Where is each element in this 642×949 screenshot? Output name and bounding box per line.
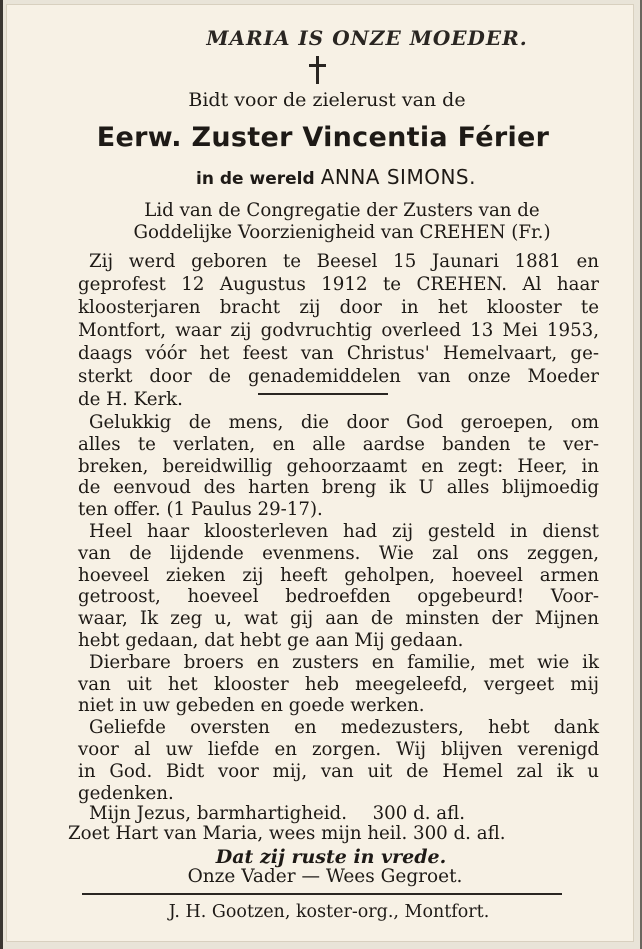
indulgence-text: Zoet Hart van Maria, wees mijn heil. — [68, 823, 408, 844]
verse-line: hoeveel zieken zij heeft geholpen, hoeveel armen — [78, 564, 599, 586]
biography-line: Montfort, waar zij godvruchtig overleed 13 Mei 1953, — [78, 320, 599, 341]
verse-line: voor al uw liefde en zorgen. Wij blijven verenigd — [78, 739, 599, 760]
congregation-line: Goddelijke Voorzienigheid van CREHEN (Fr.) — [133, 222, 551, 243]
section-divider — [258, 393, 388, 395]
cross-icon — [306, 56, 330, 86]
deceased-name: Eerw. Zuster Vincentia Férier — [96, 122, 550, 153]
verse-line: getroost, hoeveel bedroefden opgebeurd! Voor- — [78, 586, 599, 608]
worldly-name: ANNA SIMONS. — [320, 165, 476, 189]
indulgence-line — [68, 823, 506, 845]
indulgence-days: 300 d. afl. — [413, 823, 506, 844]
indulgence-line — [89, 803, 465, 825]
closing-prayers: Onze Vader — Wees Gegroet. — [187, 866, 463, 887]
printer-credit: J. H. Gootzen, koster-org., Montfort. — [168, 902, 490, 922]
footer-divider — [82, 893, 562, 895]
biography-line: geprofest 12 Augustus 1912 te CREHEN. Al haar — [78, 274, 599, 295]
verse-line: breken, bereidwillig gehoorzaamt en zegt: Heer, in — [78, 455, 599, 477]
verse-line: alles te verlaten, en alle aardse banden te ver- — [78, 433, 599, 455]
congregation-line: Lid van de Congregatie der Zusters van de — [144, 200, 540, 221]
verse-line: ten offer. (1 Paulus 29-17). — [78, 499, 323, 521]
verse-line: Heel haar kloosterleven had zij gesteld in dienst — [89, 521, 599, 542]
worldly-name-prefix: in de wereld — [196, 169, 315, 189]
verse-line: Gelukkig de mens, die door God geroepen, om — [89, 412, 599, 433]
prayer-intro: Bidt voor de zielerust van de — [188, 89, 466, 111]
verse-line: waar, Ik zeg u, wat gij aan de minsten der Mijnen — [78, 608, 599, 630]
verse-line: hebt gedaan, dat hebt ge aan Mij gedaan. — [78, 630, 464, 651]
biography-line: kloosterjaren bracht zij door in het klooster te — [78, 297, 599, 318]
biography-line: sterkt door de genademiddelen van onze Moeder — [78, 366, 599, 387]
biography-line: Zij werd geboren te Beesel 15 Jaunari 1881 en — [89, 251, 599, 272]
indulgence-days: 300 d. afl. — [372, 803, 466, 824]
verse-line: de eenvoud des harten breng ik U alles blijmoedig — [78, 477, 599, 499]
biography-line: de H. Kerk. — [78, 389, 183, 410]
verse-line: Geliefde oversten en medezusters, hebt dank — [89, 717, 599, 739]
verse-line: gedenken. — [78, 782, 174, 804]
verse-line: van de lijdende evenmens. Wie zal ons zeggen, — [78, 542, 599, 564]
worldly-name-line — [0, 165, 642, 189]
motto: MARIA IS ONZE MOEDER. — [206, 26, 528, 50]
biography-line: daags vóór het feest van Christus' Hemelvaart, ge- — [78, 343, 599, 364]
indulgence-text: Mijn Jezus, barmhartigheid. — [89, 803, 347, 824]
rest-in-peace: Dat zij ruste in vrede. — [215, 846, 447, 868]
verse-line: van uit het klooster heb meegeleefd, vergeet mij — [78, 673, 599, 695]
verse-line: niet in uw gebeden en goede werken. — [78, 695, 425, 717]
verse-line: Dierbare broers en zusters en familie, met wie ik — [89, 651, 599, 673]
verse-line: in God. Bidt voor mij, van uit de Hemel zal ik u — [78, 760, 599, 782]
